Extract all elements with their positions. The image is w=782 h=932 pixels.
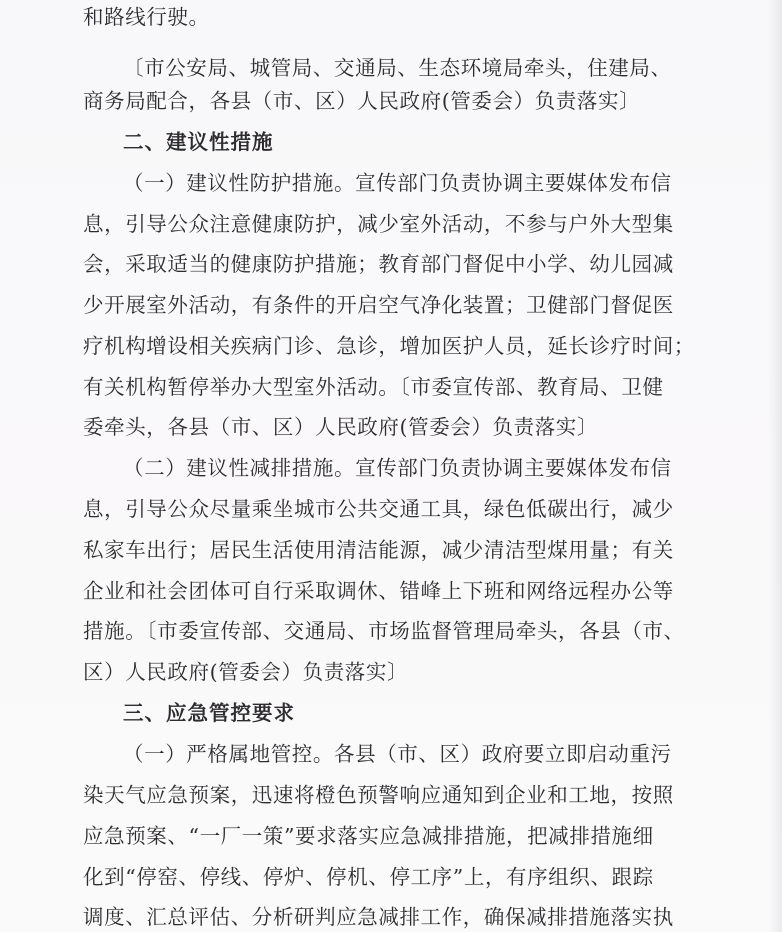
text-line: 调度、汇总评估、分析研判应急减排工作，确保减排措施落实执 [83, 905, 674, 929]
text-line: 化到“停窑、停线、停炉、停机、停工序”上，有序组织、跟踪 [83, 865, 654, 889]
page-edge-shadow [768, 0, 782, 932]
text-line: （一）严格属地管控。各县（市、区）政府要立即启动重污 [123, 742, 672, 766]
text-line: 有关机构暂停举办大型室外活动。〔市委宣传部、教育局、卫健 [83, 375, 664, 399]
text-line: 染天气应急预案，迅速将橙色预警响应通知到企业和工地，按照 [83, 783, 674, 807]
text-line: （二）建议性减排措施。宣传部门负责协调主要媒体发布信 [123, 456, 672, 480]
text-line: 私家车出行；居民生活使用清洁能源，减少清洁型煤用量；有关 [83, 538, 674, 562]
text-line: 息，引导公众注意健康防护，减少室外活动，不参与户外大型集 [83, 212, 674, 236]
text-line: 息，引导公众尽量乘坐城市公共交通工具，绿色低碳出行，减少 [83, 497, 674, 521]
section-heading: 三、应急管控要求 [123, 701, 295, 725]
text-line: 商务局配合，各县（市、区）人民政府(管委会）负责落实〕 [83, 89, 641, 113]
text-line: 应急预案、“一厂一策”要求落实应急减排措施，把减排措施细 [83, 824, 654, 848]
text-line: 少开展室外活动，有条件的开启空气净化装置；卫健部门督促医 [83, 293, 674, 317]
text-line: 企业和社会团体可自行采取调休、错峰上下班和网络远程办公等 [83, 579, 674, 603]
text-line: 措施。〔市委宣传部、交通局、市场监督管理局牵头，各县（市、 [83, 619, 685, 643]
section-heading: 二、建议性措施 [123, 130, 274, 154]
text-line: 和路线行驶。 [83, 5, 210, 29]
text-line: 会，采取适当的健康防护措施；教育部门督促中小学、幼儿园减 [83, 252, 674, 276]
text-line: （一）建议性防护措施。宣传部门负责协调主要媒体发布信 [123, 171, 672, 195]
text-line: 〔市公安局、城管局、交通局、生态环境局牵头，住建局、 [123, 56, 672, 80]
text-line: 区）人民政府(管委会）负责落实〕 [83, 660, 409, 684]
text-line: 疗机构增设相关疾病门诊、急诊，增加医护人员，延长诊疗时间； [83, 334, 695, 358]
text-line: 委牵头，各县（市、区）人民政府(管委会）负责落实〕 [83, 415, 598, 439]
